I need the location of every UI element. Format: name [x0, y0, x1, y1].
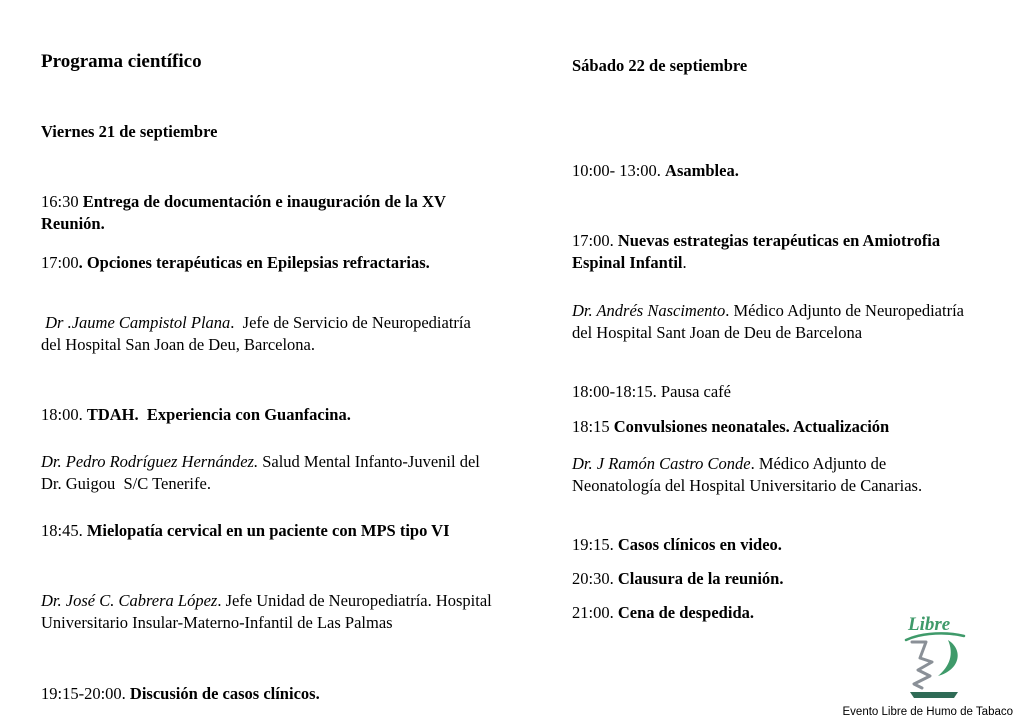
item-title: Clausura de la reunión.	[617, 569, 784, 588]
speaker-role: . Médico Adjunto de Neuropediatría del Hospital Sant Joan de Deu de Barcelona	[572, 301, 969, 342]
item-time: 16:30	[41, 192, 79, 211]
speaker-name: Dr .Jaume Campistol Plana	[41, 313, 231, 332]
item-title: Convulsiones neonatales. Actualización	[613, 417, 890, 436]
logo-base	[910, 692, 958, 698]
item-title: Mielopatía cervical en un paciente con MPS tipo VI	[86, 521, 450, 540]
item-time: 18:45.	[41, 521, 87, 540]
logo-smoke	[912, 642, 932, 688]
saturday-heading: Sábado 22 de septiembre	[572, 56, 748, 75]
program-title: Programa científico	[41, 51, 202, 72]
item-tail: .	[682, 253, 687, 272]
item-title: Entrega de documentación e inauguración de la XV Reunión.	[41, 192, 446, 233]
saturday-speaker-castro	[572, 453, 972, 497]
item-time: 19:15.	[572, 535, 618, 554]
speaker-name: Dr. José C. Cabrera López	[41, 591, 218, 610]
item-time: 10:00- 13:00.	[572, 161, 666, 180]
item-time: 21:00.	[572, 603, 618, 622]
logo-word: Libre	[908, 614, 951, 635]
saturday-coffee-break: 18:00-18:15. Pausa café	[572, 382, 731, 401]
saturday-item-amiotrofia	[572, 230, 972, 274]
item-title: TDAH. Experiencia con Guanfacina.	[86, 405, 351, 424]
saturday-item-closing	[572, 568, 972, 590]
logo-leaf	[938, 640, 958, 676]
speaker-role: Salud Mental Infanto-Juvenil del Dr. Guigou S/C Tenerife.	[41, 452, 484, 493]
saturday-item-convulsiones	[572, 416, 972, 438]
item-time: 17:00	[41, 253, 79, 272]
friday-item-mielopatia	[41, 520, 493, 542]
saturday-item-videos	[572, 534, 972, 556]
item-title: Nuevas estrategias terapéuticas en Amiotrofia Espinal Infantil	[572, 231, 945, 272]
item-time: 18:00.	[41, 405, 87, 424]
footer-smoke-free: Evento Libre de Humo de Tabaco	[842, 706, 1013, 718]
friday-item-epilepsy	[41, 252, 493, 274]
item-time: 18:15	[572, 417, 614, 436]
item-title: Cena de despedida.	[617, 603, 754, 622]
item-time: 17:00.	[572, 231, 618, 250]
speaker-role: . Médico Adjunto de Neonatología del Hospital Universitario de Canarias.	[572, 454, 923, 495]
saturday-item-assembly	[572, 160, 972, 182]
friday-speaker-cabrera	[41, 590, 496, 634]
friday-speaker-rodriguez	[41, 451, 493, 495]
item-title: . Opciones terapéuticas en Epilepsias refractarias.	[78, 253, 430, 272]
friday-item-tdah	[41, 404, 493, 426]
speaker-name: Dr. Pedro Rodríguez Hernández.	[41, 452, 259, 471]
friday-speaker-campistol	[41, 312, 493, 356]
item-time: 20:30.	[572, 569, 618, 588]
item-title: Casos clínicos en video.	[617, 535, 782, 554]
item-time: 19:15-20:00.	[41, 684, 130, 703]
friday-item-discussion	[41, 683, 493, 705]
item-title: Discusión de casos clínicos.	[129, 684, 320, 703]
item-title: Asamblea.	[665, 161, 739, 180]
friday-heading: Viernes 21 de septiembre	[41, 122, 218, 141]
speaker-name: Dr. J Ramón Castro Conde	[572, 454, 751, 473]
speaker-role: . Jefe de Servicio de Neuropediatría del Hospital San Joan de Deu, Barcelona.	[41, 313, 475, 354]
speaker-name: Dr. Andrés Nascimento	[572, 301, 726, 320]
smoke-free-logo-icon	[898, 612, 970, 702]
friday-item-opening	[41, 191, 493, 235]
speaker-role: . Jefe Unidad de Neuropediatría. Hospital Universitario Insular-Materno-Infantil de Las Palmas	[41, 591, 496, 632]
saturday-speaker-nascimento	[572, 300, 972, 344]
